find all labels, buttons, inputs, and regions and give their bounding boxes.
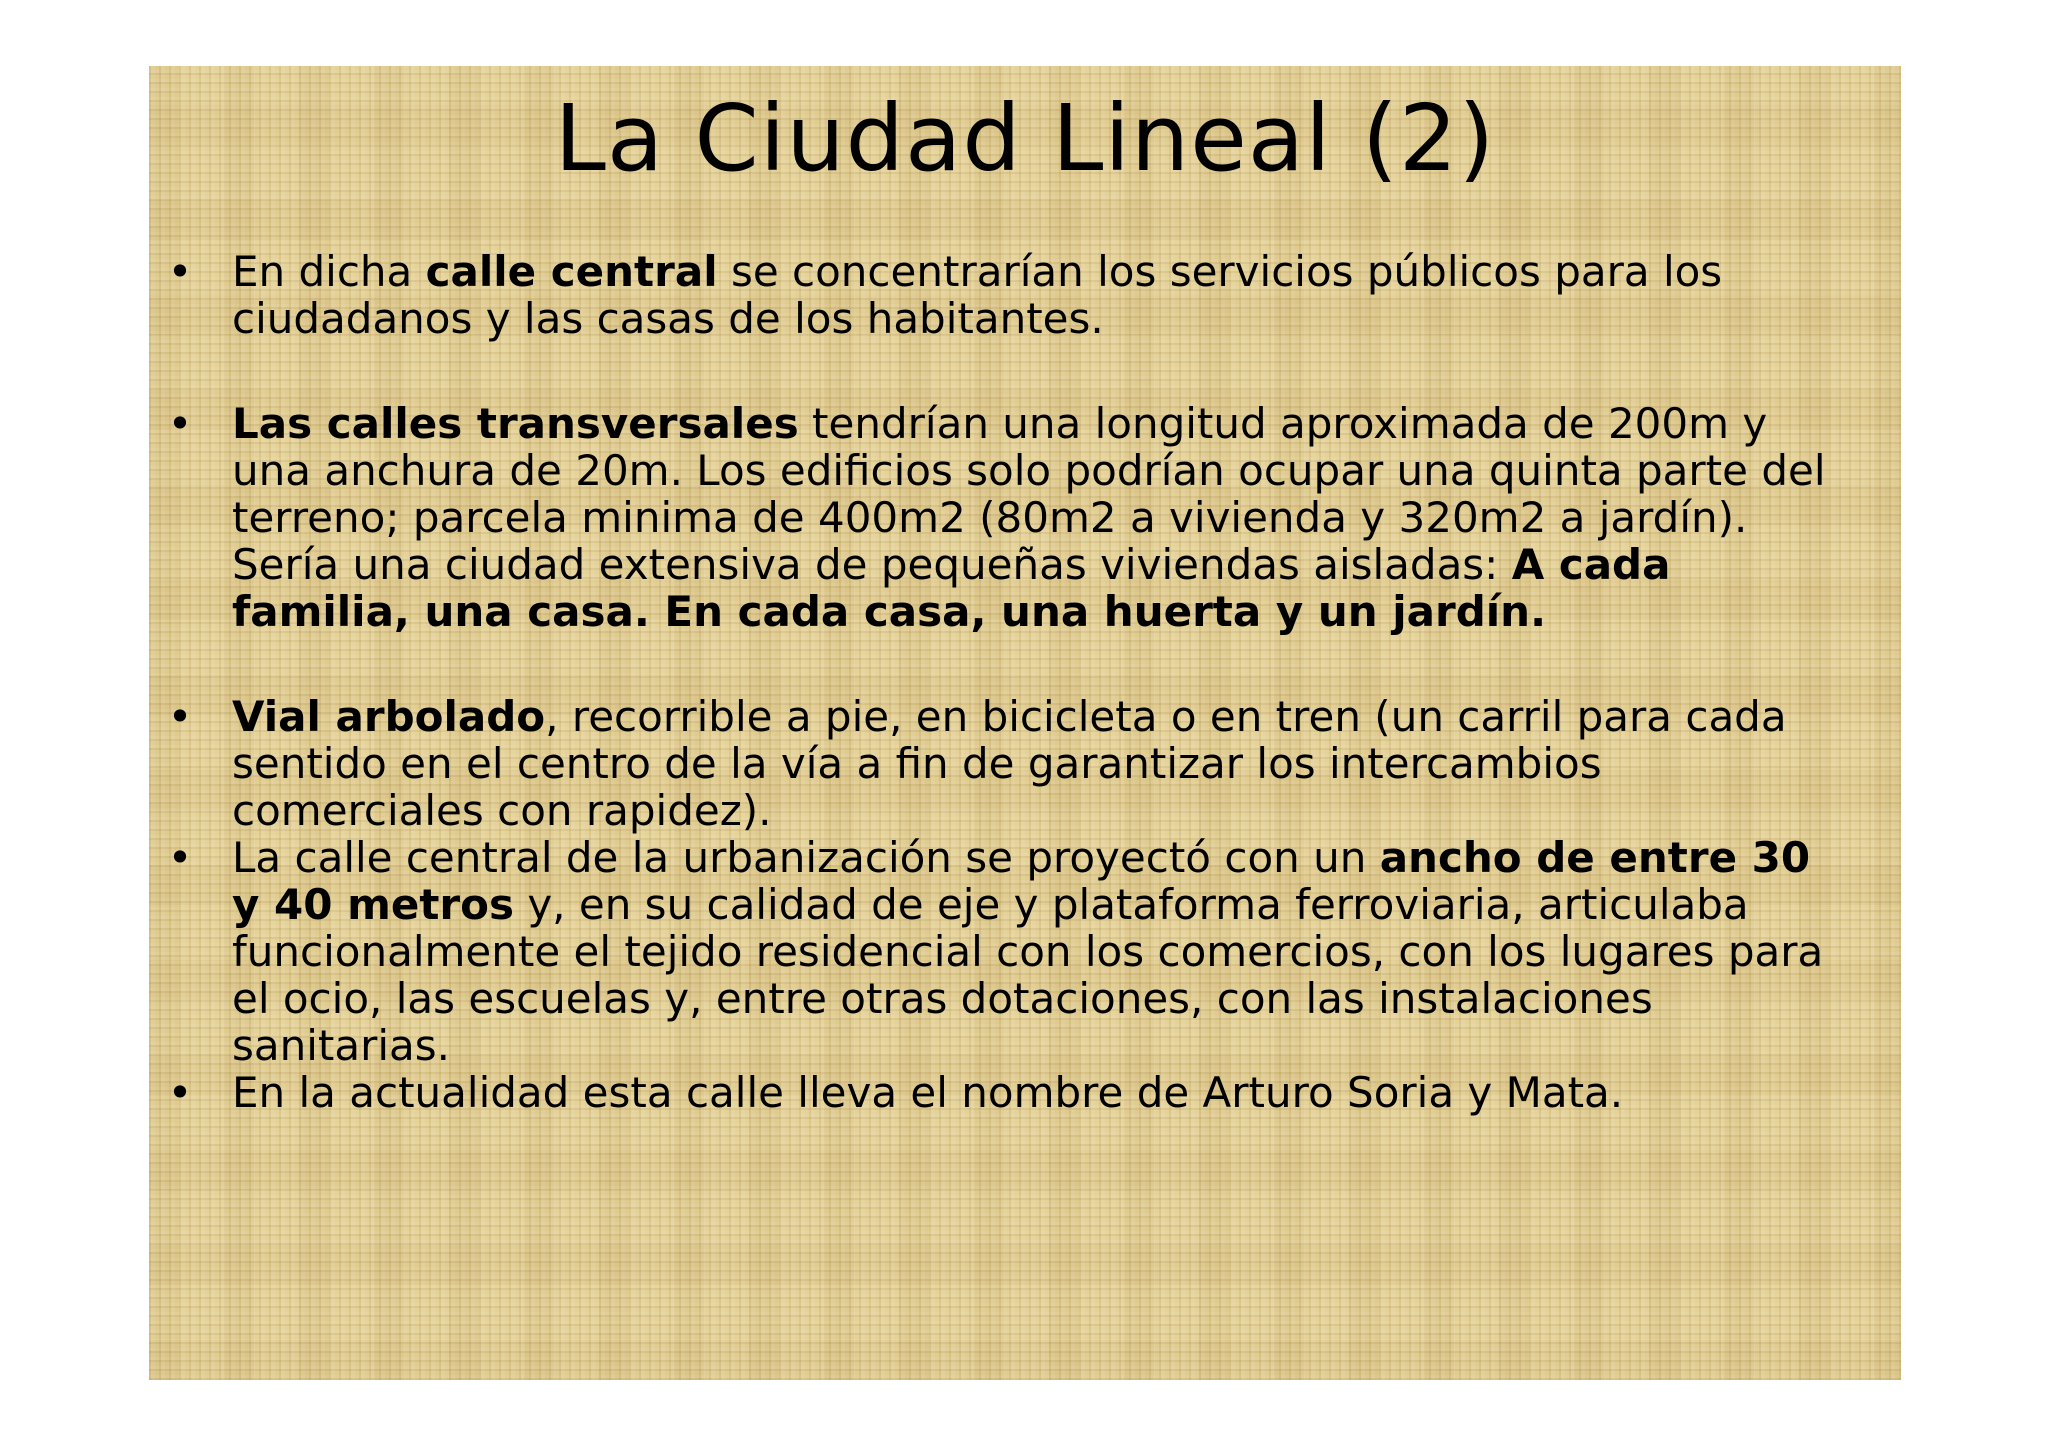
bullet-text: se concentrarían los servicios públicos para los ciudadanos y las casas de los habitantes. — [232, 247, 1723, 343]
bullet-text: La calle central de la urbanización se proyectó con un — [232, 833, 1380, 882]
bullet-marker: • — [167, 1068, 193, 1117]
bullet-marker: • — [167, 399, 193, 448]
bullet-text: y, en su calidad de eje y plataforma ferroviaria, articulaba funcionalmente el tejido residencial con los comercios, con los lugares para el ocio, las escuelas y, entre otras dotaciones, con las instalaciones sanitarias. — [232, 880, 1824, 1070]
bullet-item-calles-transversales — [149, 400, 1901, 635]
bullet-list — [149, 248, 1901, 1116]
bullet-text: tendrían una longitud aproximada de 200m y una anchura de 20m. Los edificios solo podrían ocupar una quinta parte del terreno; parcela minima de 400m2 (80m2 a vivienda y 320m2 a jardín). Sería una ciudad extensiva de pequeñas viviendas aisladas: — [232, 399, 1826, 589]
bullet-item-vial-arbolado — [149, 693, 1901, 834]
bullet-item-actualidad — [149, 1069, 1901, 1116]
bullet-bold-text: ancho de entre 30 y 40 metros — [232, 833, 1811, 929]
bullet-bold-text: calle central — [425, 247, 718, 296]
bullet-bold-text: Vial arbolado — [232, 692, 546, 741]
bullet-item-calle-central — [149, 248, 1901, 342]
bullet-marker: • — [167, 247, 193, 296]
bullet-item-calle-urbanizacion — [149, 834, 1901, 1069]
bullet-bold-text: Las calles transversales — [232, 399, 799, 448]
bullet-marker: • — [167, 692, 193, 741]
bullet-text: En dicha — [232, 247, 426, 296]
bullet-bold-text: A cada familia, una casa. En cada casa, una huerta y un jardín. — [232, 540, 1671, 636]
bullet-text: En la actualidad esta calle lleva el nombre de Arturo Soria y Mata. — [232, 1068, 1624, 1117]
slide-title: La Ciudad Lineal (2) — [554, 85, 1496, 192]
bullet-text: , recorrible a pie, en bicicleta o en tren (un carril para cada sentido en el centro de la vía a fin de garantizar los intercambios comerciales con rapidez). — [232, 692, 1787, 835]
bullet-marker: • — [167, 833, 193, 882]
slide — [149, 66, 1901, 1380]
